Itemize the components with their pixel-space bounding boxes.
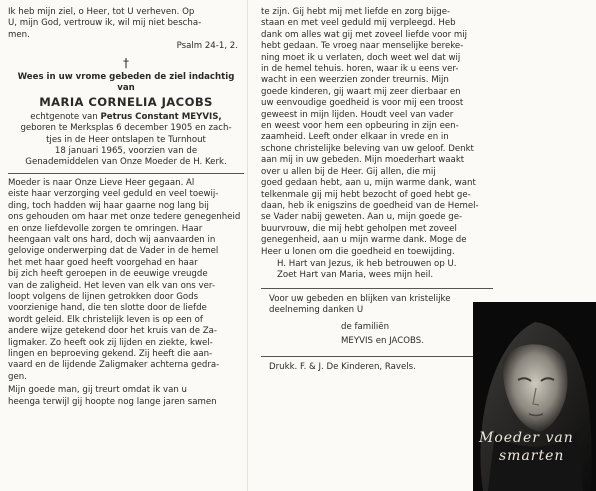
body-line: daan, heb ik enigszins de goedheid van de Hemel- [261,200,479,211]
divider [261,288,493,289]
printer-credit: Drukk. F. & J. De Kinderen, Ravels. [269,362,416,373]
cross-icon: † [123,55,129,70]
madonna-image [473,302,596,491]
body-line: goede kinderen, gij waart mij zeer dierbaar en [261,86,461,97]
body-line: lingen en beproeving gekend. Zij heeft die aan- [8,348,213,359]
body-text-right [261,7,493,258]
body-line: en weest voor hem een opbeuring in zijn een- [261,121,459,132]
detail-line: tjes in de Heer ontslapen te Turnhout [46,134,206,145]
body-line: genegenheid, aan u mijn warme dank. Moge de [261,235,467,246]
body-line: zaamheid. Leeft onder elkaar in vrede en in [261,132,449,143]
body-line: geweest in mijn lijden. Houdt veel van vader [261,109,454,120]
divider [261,356,493,357]
body-line: ligmaker. Zo heeft ook zij lijden en ziekte, kwel- [8,337,213,348]
intro-line: men. [8,29,30,40]
body-line: wacht in een weerzien zonder treurnis. Mijn [261,75,449,86]
body-line: andere wijze getekend door het kruis van de Za- [8,326,218,337]
body-line: voorzienige hand, die ten slotte door de liefde [8,303,207,314]
caption-line-1: Moeder van [479,430,574,446]
body-line: Mijn goede man, gij treurt omdat ik van u [8,385,187,396]
prayer-sacred-heart: H. Hart van Jezus, ik heb betrouwen op U. [277,258,457,269]
body-line: telkenmale gij mij hebt bezocht of goed hebt ge- [261,189,471,200]
deceased-name: MARIA CORNELIA JACOBS [39,95,213,110]
body-line: eiste haar verzorging veel geduld en veel toewij- [8,189,219,200]
body-line: in de hemel tehuis. horen, waar ik u eens ver- [261,64,459,75]
intro-line: U, mijn God, vertrouw ik, wil mij niet bescha- [8,18,202,29]
body-line: over u allen bij de Heer. Gij allen, die mij [261,166,436,177]
body-line: Moeder is naar Onze Lieve Heer gegaan. Al [8,177,195,188]
divider [8,173,244,174]
body-line: bij zich heeft geroepen in de eeuwige vreugde [8,269,208,280]
body-line: wordt geleid. Elk christelijk leven is op een of [8,314,203,325]
life-details [8,123,244,169]
remembrance-heading: Wees in uw vrome gebeden de ziel indachtig van [17,71,235,94]
body-line: aan mij in uw gebeden. Mijn moederhart waakt [261,155,465,166]
detail-line: 18 januari 1965, voorzien van de [54,146,198,157]
thanks-line-1: Voor uw gebeden en blijken van kristelijke [269,293,451,304]
body-line: vaard en de lijdende Zaligmaker achterna gedra- [8,360,220,371]
body-line: uw eenvoudige goedheid is voor mij een troost [261,98,464,109]
body-line: heengaan valt ons hard, doch wij aanvaarden in [8,234,216,245]
body-line: hebt gedaan. Te vroeg naar menselijke bereke- [261,41,464,52]
body-line: ding, toch hadden wij haar gaarne nog lang bij [8,200,209,211]
body-line: dank om alles wat gij met zoveel liefde voor mij [261,29,468,40]
body-text-left [8,178,244,383]
body-line: heenga terwijl gij hoopte nog lange jaren samen [8,396,217,407]
body-line: van de zaligheid. Het leven van elk van ons ver- [8,280,215,291]
right-column [261,7,493,374]
body-text-left-2 [8,385,244,408]
intro-line: Ik heb mijn ziel, o Heer, tot U verheven. Op [8,7,195,17]
detail-line: geboren te Merksplas 6 december 1905 en zach- [20,123,232,134]
body-line: loopt volgens de lijnen getrokken door Gods [8,291,199,302]
families-label: de familiën [341,321,390,332]
families-names: MEYVIS en JACOBS. [341,335,424,346]
fold-line [247,0,248,491]
prayer-mary: Zoet Hart van Maria, wees mijn heil. [277,270,434,281]
body-line: staan en met veel geduld mij verpleegd. Heb [261,18,456,29]
left-column [8,7,244,408]
caption-line-2: smarten [499,448,565,464]
body-line: te zijn. Gij hebt mij met liefde en zorg bijge- [261,7,451,17]
spouse-line [8,112,244,123]
body-line: gelovige onderwerping dat de Vader in de hemel [8,246,219,257]
body-line: schone christelijke beleving van uw geloof. Denkt [261,143,474,154]
intro-verse [8,7,244,41]
detail-line: Genademiddelen van Onze Moeder de H. Kerk. [25,157,227,168]
body-line: ning moet ik u verlaten, doch weet wel dat wij [261,52,461,63]
body-line: gen. [8,371,27,382]
body-line: Heer u lonen om die goedheid en toewijding. [261,246,455,257]
thanks-line-2: deelneming danken U [269,305,364,316]
body-line: buurvrouw, die mij hebt geholpen met zoveel [261,223,457,234]
body-line: goed gedaan hebt, aan u, mijn warme dank, want [261,178,476,189]
body-line: het met haar goed heeft voorgehad en haar [8,257,198,268]
psalm-reference: Psalm 24-1, 2. [176,41,238,52]
spouse-name: Petrus Constant MEYVIS, [100,111,222,122]
body-line: se Vader nabij geweten. Aan u, mijn goede ge- [261,212,463,223]
body-line: ons gehouden om haar met onze tedere genegenheid [8,212,241,223]
image-caption [479,429,591,465]
spouse-prefix: echtgenote van [30,111,98,122]
body-line: en onze liefdevolle zorgen te omringen. Haar [8,223,203,234]
